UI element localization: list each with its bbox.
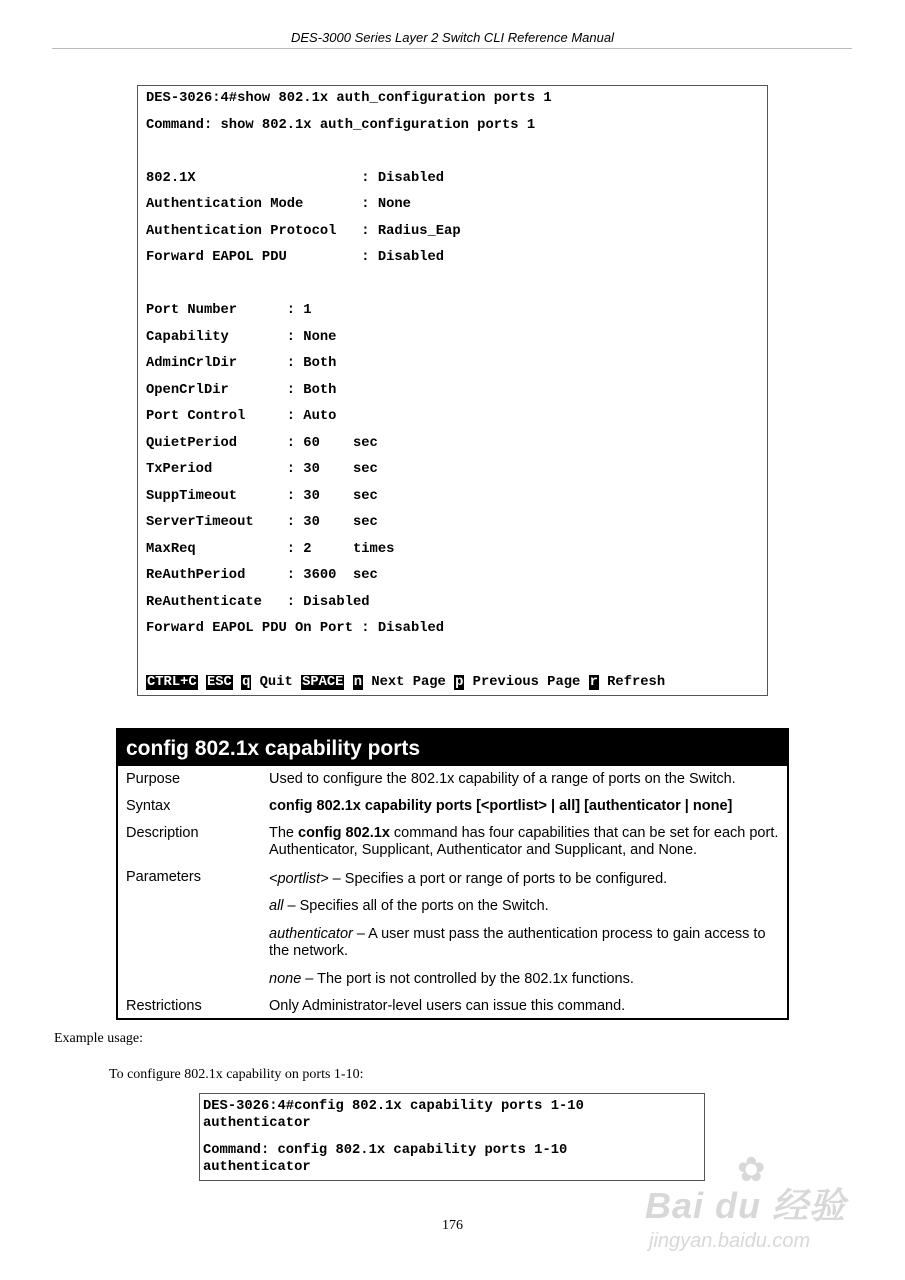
watermark-url: jingyan.baidu.com	[649, 1230, 811, 1252]
cli-line: authenticator	[203, 1160, 311, 1175]
quit-label: Quit	[259, 675, 293, 690]
page-number: 176	[442, 1218, 463, 1233]
cli-line: Port Control : Auto	[146, 409, 337, 424]
refresh-label: Refresh	[607, 675, 666, 690]
baidu-watermark	[645, 1150, 855, 1270]
parameter-name: none	[269, 971, 302, 987]
restrictions-label: Restrictions	[126, 998, 202, 1014]
purpose-label: Purpose	[126, 771, 181, 787]
command-title: config 802.1x capability ports	[118, 730, 789, 766]
previous-page-label: Previous Page	[472, 675, 581, 690]
cli-line: Forward EAPOL PDU On Port : Disabled	[146, 621, 445, 636]
cli-line: Capability : None	[146, 330, 337, 345]
cli-line: AdminCrlDir : Both	[146, 356, 337, 371]
key-q: q	[242, 675, 251, 690]
cli-output-box	[137, 85, 768, 696]
cli-line: TxPeriod : 30 sec	[146, 462, 378, 477]
page-header: DES-3000 Series Layer 2 Switch CLI Reference Manual	[291, 30, 614, 45]
parameter-name: <portlist>	[269, 871, 329, 887]
parameter-item	[269, 971, 779, 988]
parameter-desc: – Specifies a port or range of ports to be configured.	[328, 871, 668, 887]
key-ctrl-c: CTRL+C	[147, 675, 197, 690]
cli-line: Authentication Mode : None	[146, 197, 411, 212]
key-r: r	[589, 675, 598, 690]
parameter-desc: – A user must pass the authentication process to gain access to the network.	[269, 926, 766, 959]
description-post: command has four capabilities that can be set for each port. Authenticator, Supplicant, Authenticator and Supplicant, and None.	[269, 825, 779, 858]
parameter-desc: – Specifies all of the ports on the Switch.	[283, 898, 549, 914]
next-page-label: Next Page	[371, 675, 446, 690]
cli-line: Command: config 802.1x capability ports 1-10	[203, 1143, 568, 1158]
cli-line: ReAuthenticate : Disabled	[146, 595, 370, 610]
cli-footer-keys	[146, 675, 665, 691]
paw-icon: ✿	[737, 1151, 766, 1189]
parameter-name: authenticator	[269, 926, 353, 942]
example-intro: To configure 802.1x capability on ports 1-10:	[109, 1067, 364, 1082]
cli-line: Port Number : 1	[146, 303, 312, 318]
cli-line: QuietPeriod : 60 sec	[146, 436, 378, 451]
cli-line: 802.1X : Disabled	[146, 171, 445, 186]
example-usage-label: Example usage:	[54, 1031, 144, 1046]
parameter-desc: – The port is not controlled by the 802.1x functions.	[301, 971, 634, 987]
cli-line: Command: show 802.1x auth_configuration ports 1	[146, 118, 536, 133]
parameter-name: all	[269, 898, 284, 914]
parameter-item	[269, 926, 779, 960]
parameters-label: Parameters	[126, 869, 201, 885]
purpose-value: Used to configure the 802.1x capability of a range of ports on the Switch.	[269, 771, 736, 787]
syntax-label: Syntax	[126, 798, 171, 814]
cli-line: authenticator	[203, 1116, 311, 1131]
key-esc: ESC	[206, 675, 232, 690]
cli-line: Forward EAPOL PDU : Disabled	[146, 250, 445, 265]
example-cli-box	[199, 1093, 705, 1181]
parameter-item	[269, 898, 779, 915]
syntax-value: config 802.1x capability ports [<portlist> | all] [authenticator | none]	[269, 798, 733, 814]
description-value	[269, 825, 779, 859]
cli-line: ServerTimeout : 30 sec	[146, 515, 378, 530]
watermark-logo: Bai du 经验	[645, 1185, 847, 1226]
description-label: Description	[126, 825, 199, 841]
key-p: p	[455, 675, 464, 690]
cli-line: OpenCrlDir : Both	[146, 383, 337, 398]
key-n: n	[353, 675, 363, 690]
description-pre: The	[269, 825, 299, 841]
cli-line: SuppTimeout : 30 sec	[146, 489, 378, 504]
header-divider	[52, 48, 852, 49]
cli-line: Authentication Protocol : Radius_Eap	[146, 224, 461, 239]
parameter-item	[269, 871, 779, 888]
description-command: config 802.1x	[298, 825, 390, 841]
cli-line: ReAuthPeriod : 3600 sec	[146, 568, 378, 583]
key-space: SPACE	[302, 675, 344, 690]
cli-line: DES-3026:4#config 802.1x capability ports 1-10	[203, 1099, 584, 1114]
cli-line: MaxReq : 2 times	[146, 542, 395, 557]
command-reference-table	[116, 728, 789, 1020]
cli-line: DES-3026:4#show 802.1x auth_configuration ports 1	[146, 91, 552, 106]
restrictions-value: Only Administrator-level users can issue this command.	[269, 998, 626, 1014]
